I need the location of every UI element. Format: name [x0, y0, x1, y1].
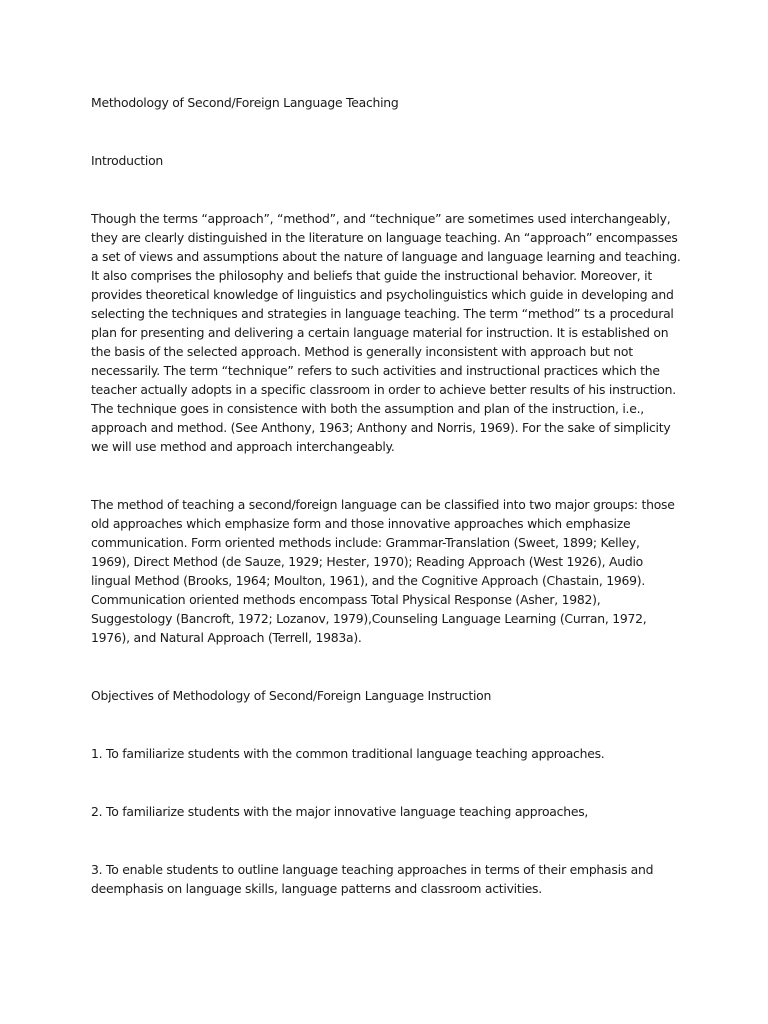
objective-item-2: 2. To familiarize students with the major innovative language teaching approaches, — [91, 804, 589, 819]
paragraph-approach-method-technique: Though the terms “approach”, “method”, and “technique” are sometimes used interchangeably, they are clearly distinguished in the literature on language teaching. An “approach” encompasses a set of views and assumptions about the nature of language and language learning and teaching. It also comprises the philosophy and beliefs that guide the instructional behavior. Moreover, it provides theoretical knowledge of linguistics and psycholinguistics which guide in developing and selecting the techniques and strategies in language teaching. The term “method” ts a procedural plan for presenting and delivering a certain language material for instruction. It is established on the basis of the selected approach. Method is generally inconsistent with approach but not necessarily. The term “technique” refers to such activities and instructional practices which the teacher actually adopts in a specific classroom in order to achieve better results of his instruction. The technique goes in consistence with both the assumption and plan of the instruction, i.e., approach and method. (See Anthony, 1963; Anthony and Norris, 1969). For the sake of simplicity we will use method and approach interchangeably. — [91, 211, 681, 454]
introduction-heading: Introduction — [91, 153, 164, 168]
paragraph-method-classification: The method of teaching a second/foreign language can be classified into two major groups: those old approaches which emphasize form and those innovative approaches which emphasize communication. Form oriented methods include: Grammar-Translation (Sweet, 1899; Kelley, 1969), Direct Method (de Sauze, 1929; Hester, 1970); Reading Approach (West 1926), Audio lingual Method (Brooks, 1964; Moulton, 1961), and the Cognitive Approach (Chastain, 1969). Communication oriented methods encompass Total Physical Response (Asher, 1982), Suggestology (Bancroft, 1972; Lozanov, 1979),Counseling Language Learning (Curran, 1972, 1976), and Natural Approach (Terrell, 1983a). — [91, 497, 675, 645]
objective-item-3: 3. To enable students to outline language teaching approaches in terms of their emphasis and deemphasis on language skills, language patterns and classroom activities. — [91, 862, 654, 896]
document-page — [91, 93, 681, 898]
document-title: Methodology of Second/Foreign Language Teaching — [91, 95, 399, 110]
objectives-heading: Objectives of Methodology of Second/Foreign Language Instruction — [91, 688, 492, 703]
objective-item-1: 1. To familiarize students with the common traditional language teaching approaches. — [91, 746, 605, 761]
